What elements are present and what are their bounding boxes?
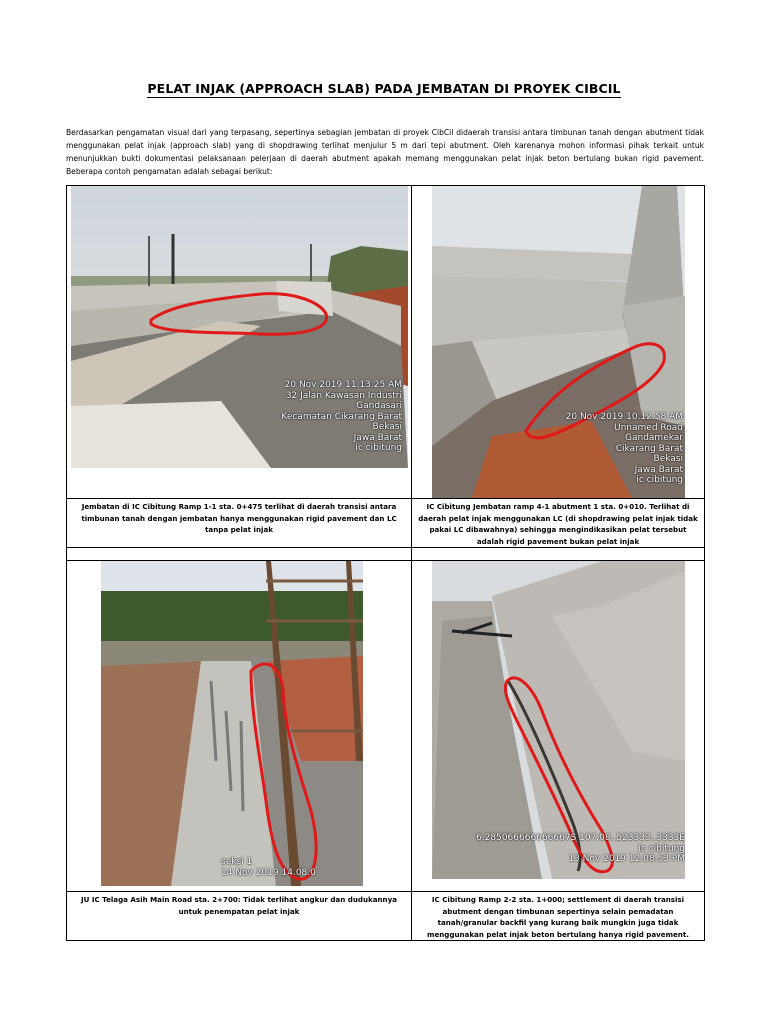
photo-caption: Jembatan di IC Cibitung Ramp 1-1 sta. 0+475 terlihat di daerah transisi antara timbunan tanah dengan jembatan hanya menggunakan rigid pavement dan LC tanpa pelat injak: [81, 502, 397, 534]
photo-caption: JU IC Telaga Asih Main Road sta. 2+700: Tidak terlihat angkur dan dudukannya untuk penempatan pelat injak: [80, 895, 398, 916]
caption-cell-4: [412, 892, 705, 941]
photo-cell-3: [67, 561, 412, 892]
stamp-line: Gandamekar: [625, 433, 683, 443]
stamp-line: 13 Nov 2019 12.08.53 PM: [568, 854, 685, 864]
document-title: PELAT INJAK (APPROACH SLAB) PADA JEMBATAN DI PROYEK CIBCIL: [147, 81, 621, 96]
stamp-line: ic cibitung: [636, 475, 683, 485]
photo-caption: IC Cibitung Jembatan ramp 4-1 abutment 1 sta. 0+010. Terlihat di daerah pelat injak menggunakan LC (di shopdrawing pelat injak tidak pakai LC dibawahnya) sehingga mengindikasikan pelat tersebut adalah rigid pavement bukan pelat injak: [418, 502, 698, 546]
spacer-cell: [67, 548, 412, 561]
stamp-line: Kecamatan Cikarang Barat: [281, 411, 402, 422]
stamp-line: 20 Nov 2019 10.12.58 AM: [565, 412, 683, 422]
photo-cell-4: [412, 561, 705, 892]
caption-cell-3: [67, 892, 412, 941]
photo-cell-1: [67, 186, 412, 499]
stamp-line: 32 Jalan Kawasan Industri: [285, 390, 402, 401]
stamp-line: 20 Nov 2019 11.13.25 AM: [284, 380, 402, 390]
stamp-line: Jawa Barat: [634, 464, 683, 475]
stamp-line: 14 Nov 2019 14.08.0: [221, 867, 316, 878]
photo-cell-2: [412, 186, 705, 499]
photo-2: [432, 186, 685, 498]
stamp-line: Cikarang Barat: [615, 443, 683, 454]
caption-cell-1: [67, 499, 412, 548]
stamp-line: 6.285066666666667S 107.08..523333..3333E: [476, 833, 685, 843]
photo-1: [71, 186, 408, 468]
stamp-line: Gandasari: [356, 401, 402, 411]
stamp-line: Bekasi: [653, 454, 683, 464]
spacer-cell: [412, 548, 705, 561]
stamp-line: Jawa Barat: [353, 432, 402, 443]
photo-table: [66, 185, 705, 941]
stamp-line: seksi 1: [221, 857, 253, 867]
caption-cell-2: [412, 499, 705, 548]
photo-caption: IC Cibitung Ramp 2-2 sta. 1+000; settlement di daerah transisi abutment dengan timbunan sepertinya selain pemadatan tanah/granular backfil yang kurang baik mungkin juga tidak menggunakan pelat injak beton bertulang hanya rigid pavement.: [427, 895, 689, 939]
photo-3: [101, 561, 363, 886]
stamp-line: ic cibitung: [355, 443, 402, 453]
photo-4: [432, 561, 685, 879]
stamp-line: Unnamed Road: [614, 422, 683, 433]
stamp-line: Bekasi: [372, 422, 402, 432]
intro-paragraph: Berdasarkan pengamatan visual dari yang terpasang, sepertinya sebagian jembatan di proyek CibCil didaerah transisi antara timbunan tanah dengan abutment tidak menggunakan pelat injak (approach slab) yang di shopdrawing terlihat menjulur 5 m dari tepi abutment. Oleh karenanya mohon informasi pihak terkait untuk menunjukkan bukti dokumentasi pelaksanaan pelerjaan di daerah abutment apakah memang menggunakan pelat injak beton bertulang bukan rigid pavement. Beberapa contoh pengamatan adalah sebagai berikut:: [66, 128, 704, 176]
stamp-line: ic cibitung: [638, 843, 685, 854]
